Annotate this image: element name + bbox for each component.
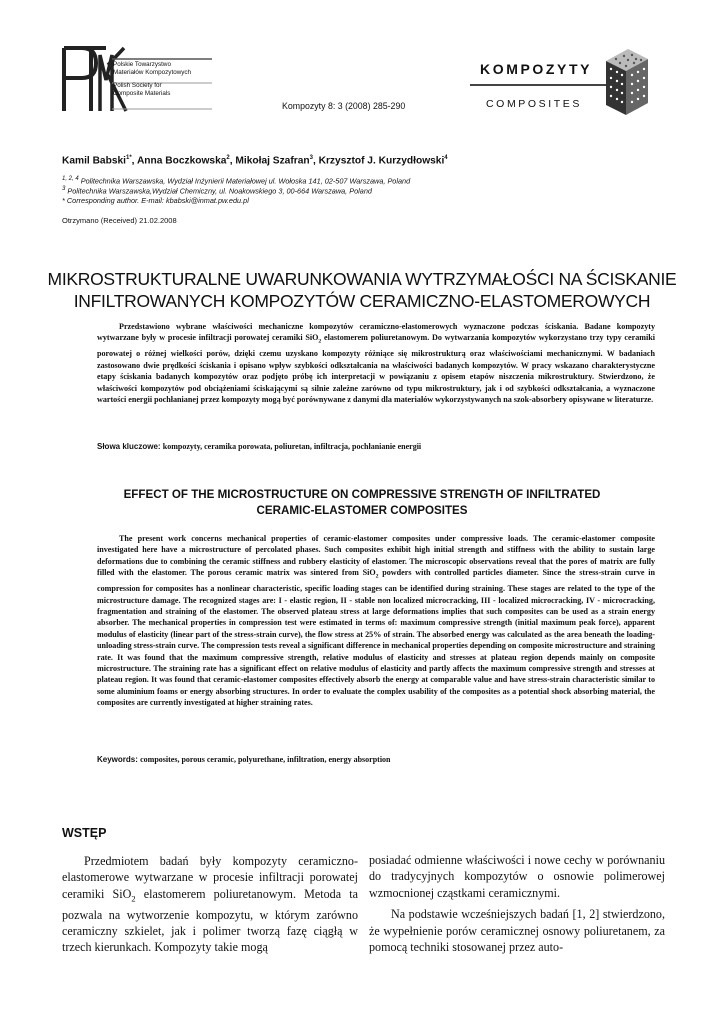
affiliation-sup: 3 <box>62 186 66 192</box>
author-sup: 1* <box>125 155 132 161</box>
author-list: Kamil Babski$^{1*}$, Anna Boczkowska$^2$, Mikołaj Szafran$^3$, Krzysztof J. Kurzydłowski$^4$ <box>62 155 448 167</box>
affiliation-text: Politechnika Warszawska,Wydział Chemiczny, ul. Noakowskiego 3, 00-664 Warszawa, Poland <box>65 186 372 196</box>
body-paragraph: posiadać odmienne właściwości i nowe cechy w porównaniu do tradycyjnych kompozytów o osnowie polimerowej wzmocnionej cząstkami ceramicznymi. <box>369 853 665 900</box>
title-polish <box>40 268 684 312</box>
affiliation-sup: 1, 2, 4 <box>62 176 79 182</box>
author-name: Mikołaj Szafran <box>235 155 310 167</box>
body-text: Przedmiotem badań były kompozyty ceramiczno-elastomerowe wytwarzane w procesie infiltracji porowatej ceramiki SiO <box>62 854 358 901</box>
subscript: 2 <box>318 339 322 346</box>
keywords-polish <box>97 442 421 451</box>
society-line: Polskie Towarzystwo <box>113 61 171 68</box>
abstract-english <box>97 533 655 709</box>
title-polish-line: INFILTROWANYCH KOMPOZYTÓW CERAMICZNO-ELASTOMEROWYCH <box>73 291 651 311</box>
author-sup: 3 <box>309 155 313 161</box>
society-line: Polish Society for <box>113 82 162 90</box>
body-column-left <box>62 853 358 956</box>
journal-logo-title: KOMPOZYTY <box>480 61 593 77</box>
keywords-english <box>97 755 390 764</box>
keywords-label: Keywords: <box>97 755 141 764</box>
section-heading: WSTĘP <box>62 826 107 840</box>
body-paragraph: Na podstawie wcześniejszych badań [1, 2] stwierdzono, że wypełnienie porów ceramicznej osnowy poliuretanem, za pomocą techniki stosowanej przez auto- <box>369 907 665 955</box>
keywords-text: composites, porous ceramic, polyurethane, infiltration, energy absorption <box>140 755 391 764</box>
body-column-right <box>369 852 665 955</box>
author-sup: 4 <box>444 155 448 161</box>
title-english-line: CERAMIC-ELASTOMER COMPOSITES <box>256 503 468 517</box>
society-line: Composite Materials <box>113 89 171 97</box>
porous-cube-icon <box>604 47 650 117</box>
title-polish-line: MIKROSTRUKTURALNE UWARUNKOWANIA WYTRZYMAŁOŚCI NA ŚCISKANIE <box>47 269 677 289</box>
affiliation <box>62 186 372 195</box>
received-date: Otrzymano (Received) 21.02.2008 <box>62 216 177 225</box>
society-name <box>113 61 191 97</box>
keywords-text: kompozyty, ceramika porowata, poliuretan, infiltracja, pochłanianie energii <box>162 442 422 451</box>
keywords-label: Słowa kluczowe: <box>97 442 163 451</box>
subscript: 2 <box>375 573 379 580</box>
logo-divider <box>470 84 615 86</box>
body-text: elastomerem poliuretanowym. Metoda ta pozwala na wytworzenie kompozytu, w którym zarówno ceramiczny szkielet, jak i polimer tworzą fazę ciągłą w trzech kierunkach. Kompozyty takie mogą <box>62 886 358 955</box>
author-name: Anna Boczkowska <box>136 155 227 167</box>
abstract-polish <box>97 321 655 405</box>
journal-logo-subtitle: COMPOSITES <box>486 98 583 110</box>
author-name: Kamil Babski <box>62 155 126 167</box>
affiliation <box>62 176 410 185</box>
affiliation-text: Politechnika Warszawska, Wydział Inżynierii Materiałowej ul. Wołoska 141, 02-507 Warszawa, Poland <box>78 176 411 186</box>
society-line: Materiałów Kompozytowych <box>113 68 192 76</box>
abstract-text: Przedstawiono wybrane właściwości mechaniczne kompozytów ceramiczno-elastomerowych wyznaczone podczas ściskania. Badane kompozyty wytwarzane były w procesie infiltracji porowatej ceramiki SiO <box>97 322 655 343</box>
subscript: 2 <box>131 893 136 904</box>
corresponding-author: * Corresponding author. E-mail: kbabski@inmat.pw.edu.pl <box>62 196 249 205</box>
author-name: Krzysztof J. Kurzydłowski <box>318 155 445 167</box>
title-english-line: EFFECT OF THE MICROSTRUCTURE ON COMPRESSIVE STRENGTH OF INFILTRATED <box>123 488 601 501</box>
journal-reference: Kompozyty 8: 3 (2008) 285-290 <box>282 101 406 111</box>
abstract-text: powders with controlled particles diameter. Since the stress-strain curve in compression for composites has a nonlinear characteristic, specific loading stages can be identified during straining. These stages are related to the type of the microstructure damage. The recognized stages are: I - elastic region, II - stable non localized microcracking, III - localized microcracking, IV - microcracking, fragmentation and straining of the elastomer. The observed plateau stress at large deformations implies that such composites can be used as a strain energy absorber. The mechanical properties in compression test were estimated in terms of: maximum compressive strength (initial maximum peak force), apparent modulus of elasticity (linear part of the stress-strain curve), the flow stress at 25% of strain. The absorbed energy was calculated as the area beneath the loading-unloading stress-strain curve. The compression tests reveal a significant difference in mechanical properties depending on composite microstructure and straining rate. It was found that the maximum compressive strength, relative modulus of elasticity and stresses at plateau region depends mainly on composite microstructure. The straining rate has a significant effect on relative modulus of elasticity and partly affects the maximum compressive strength and stresses at plateau region. It was found that ceramic-elastomer composites effectively absorb the energy at comparable value and have stress-strain characteristic similar to some aluminium foams or energy absorbing structures. In order to evaluate the complex usability of the composites as a potential shock absorbing material, the composites are currently investigated at higher straining rates. <box>97 568 656 708</box>
author-sup: 2 <box>226 155 230 161</box>
body-paragraph <box>62 853 358 956</box>
abstract-text: The present work concerns mechanical properties of ceramic-elastomer composites under compressive loads. The ceramic-elastomer composite investigated here have a microstructure of percolated phases. Such composites exhibit high initial strength and stiffness with the ability to sustain large deformations due to combining the ceramic stiffness and rubbery elasticity of elastomer. The microscopic observations reveal that the pores of matrix are fully filled with the elastomer. The porous ceramic matrix was sintered from SiO <box>97 534 655 578</box>
title-english <box>60 487 664 518</box>
abstract-text: elastomerem poliuretanowym. Do wytwarzania kompozytów wykorzystano trzy typy ceramiki porowatej o różnej wielkości porów, dzięki czemu uzyskano kompozyty różniące się mikrostrukturą oraz właściwościami mechanicznymi. W badaniach zastosowano dwie prędkości ściskania i opisano wpływ szybkości odkształcania na właściwości badanych kompozytów. W pracy wskazano charakterystyczne etapy ściskania badanych kompozytów oraz podjęto próbę ich interpretacji w powiązaniu z opisem etapów niszczenia mikrostruktury. Stwierdzono, że właściwości kompozytów pod obciążeniami ściskającymi są silnie zależne zarówno od typu mikrostruktury, jak i od szybkości odkształcania, a wyznaczone wartości energii pochłanianej przez kompozyty mogą być porównywane z danymi dla materiałów wykorzystywanych na szok-absorbery opisywane w literaturze. <box>97 333 655 405</box>
